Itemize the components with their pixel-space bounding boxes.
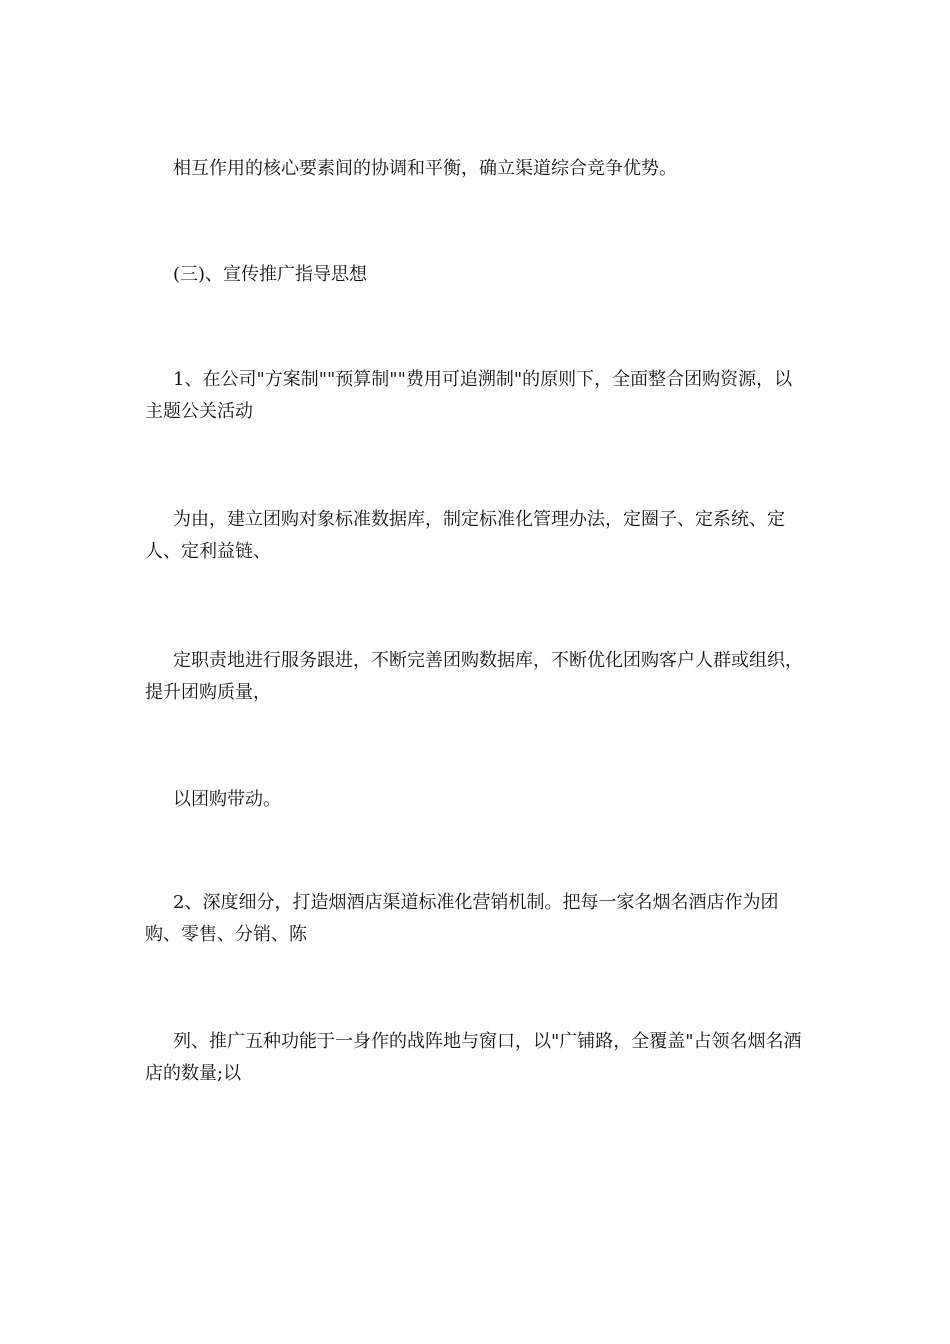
paragraph-8: 列、推广五种功能于一身作的战阵地与窗口，以"广铺路，全覆盖"占领名烟名酒店的数量;以 — [145, 1031, 802, 1084]
section-heading: (三)、宣传推广指导思想 — [173, 264, 368, 285]
paragraph-4: 为由，建立团购对象标准数据库，制定标准化管理办法，定圈子、定系统、定人、定利益链、 — [145, 509, 785, 562]
paragraph-1: 相互作用的核心要素间的协调和平衡，确立渠道综合竞争优势。 — [173, 158, 677, 179]
paragraph-5: 定职责地进行服务跟进，不断完善团购数据库，不断优化团购客户人群或组织，提升团购质量， — [145, 650, 803, 703]
paragraph-7: 2、深度细分，打造烟酒店渠道标准化营销机制。把每一家名烟名酒店作为团购、零售、分销、陈 — [145, 892, 779, 945]
paragraph-3: 1、在公司"方案制""预算制""费用可追溯制"的原则下，全面整合团购资源，以主题公关活动 — [145, 369, 793, 422]
paragraph-6: 以团购带动。 — [173, 789, 281, 810]
